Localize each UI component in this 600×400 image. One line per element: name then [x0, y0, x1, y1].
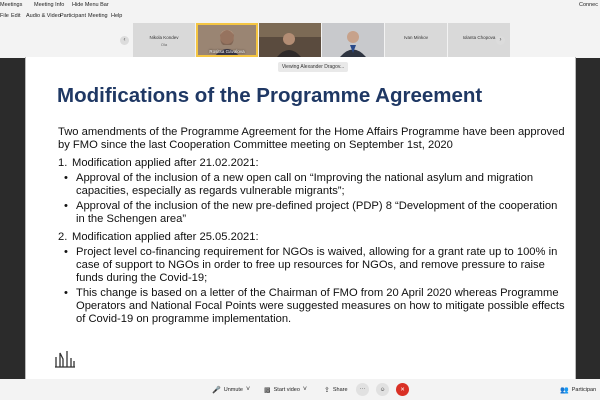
menu-edit[interactable]: Edit: [11, 13, 21, 19]
hide-menu-bar-button[interactable]: Hide Menu Bar: [72, 2, 109, 8]
item-number: 2.: [58, 231, 68, 243]
bullet-item: • This change is based on a letter of the Chairman of FMO from 20 April 2020 whereas Programme Operators and National Focal Points were suggested measures on how to mitigate possible effects of Covid-19 on programme implementation.: [64, 287, 568, 326]
participant-name: Nikola Kondev: [149, 35, 179, 40]
participant-tile[interactable]: [133, 23, 195, 57]
item-heading: Modification applied after 21.02.2021:: [72, 157, 259, 169]
bullet-item: • Approval of the inclusion of the new pre-defined project (PDP) 8 “Development of the cooperation in the Schengen area”: [64, 200, 568, 226]
slide-body: [58, 126, 568, 331]
slide-intro: Two amendments of the Programme Agreement for the Home Affairs Programme have been approved by FMO since the last Cooperation Committee meeting on September 1st, 2020: [58, 126, 565, 151]
menu-bar: [0, 11, 600, 22]
participant-name: Iolanta Chopova: [462, 35, 496, 40]
bullet-list: [64, 172, 568, 226]
participant-tile[interactable]: [385, 23, 447, 57]
video-off-icon: ▩: [264, 386, 271, 394]
menu-help[interactable]: Help: [111, 13, 123, 19]
meeting-controls: [0, 379, 600, 400]
participants-button[interactable]: [560, 383, 596, 396]
slide-title: Modifications of the Programme Agreement: [57, 84, 483, 107]
numbered-item: [58, 231, 568, 244]
unmute-button[interactable]: [212, 383, 250, 396]
menu-audio-video[interactable]: Audio & Video: [26, 13, 61, 19]
share-button[interactable]: [324, 383, 348, 396]
end-call-icon[interactable]: ✕: [396, 383, 409, 396]
participant-video: [259, 23, 321, 57]
participant-strip: [0, 22, 600, 58]
numbered-item: [58, 157, 568, 170]
participants-label: Participan: [571, 386, 597, 393]
participant-tile[interactable]: [322, 23, 384, 57]
start-video-button[interactable]: [264, 383, 307, 396]
connection-status[interactable]: Connec: [579, 2, 598, 8]
participant-video: [322, 23, 384, 57]
participant-tile-active[interactable]: [196, 23, 258, 57]
bullet-item: • Approval of the inclusion of a new open call on “Improving the national asylum and migration capacities, especially as regards vulnerable migrants”;: [64, 172, 568, 198]
menu-file[interactable]: File: [0, 13, 9, 19]
app-title: Meetings: [0, 2, 23, 8]
people-icon: 👥: [560, 386, 569, 394]
participant-tile[interactable]: [259, 23, 321, 57]
share-label: Share: [332, 386, 348, 393]
chevron-left-icon[interactable]: ‹: [120, 36, 129, 45]
shared-screen: [25, 57, 576, 379]
slide-logo: [54, 349, 76, 369]
participant-name: Rositsa Gavalova: [209, 49, 245, 54]
chevron-down-icon: ˅: [302, 386, 308, 393]
item-heading: Modification applied after 25.05.2021:: [72, 231, 259, 243]
reactions-icon[interactable]: ☺: [376, 383, 389, 396]
bullet-list: [64, 246, 568, 326]
unmute-label: Unmute: [223, 386, 243, 393]
microphone-off-icon: 🎤: [212, 386, 221, 394]
menu-participant[interactable]: Participant: [60, 13, 86, 19]
viewing-banner[interactable]: Viewing Alexander Dragov...: [278, 62, 348, 72]
menu-meeting[interactable]: Meeting: [88, 13, 108, 19]
more-options-icon[interactable]: ⋯: [356, 383, 369, 396]
participant-name: Ivan Minkov: [403, 35, 428, 40]
chevron-down-icon: ˅: [245, 386, 251, 393]
participant-subtitle: Ola: [160, 42, 168, 47]
start-video-label: Start video: [273, 386, 300, 393]
item-number: 1.: [58, 157, 68, 169]
meeting-info-button[interactable]: Meeting Info: [34, 2, 65, 8]
title-bar: [0, 0, 600, 11]
bullet-item: • Project level co-financing requirement for NGOs is waived, allowing for a grant rate up to 100% in case of support to NGOs in order to free up resources for NGOs, and remove pressure to raise funds during the Covid-19;: [64, 246, 568, 285]
chevron-right-icon[interactable]: ›: [496, 36, 505, 45]
share-icon: ⇪: [324, 386, 330, 394]
